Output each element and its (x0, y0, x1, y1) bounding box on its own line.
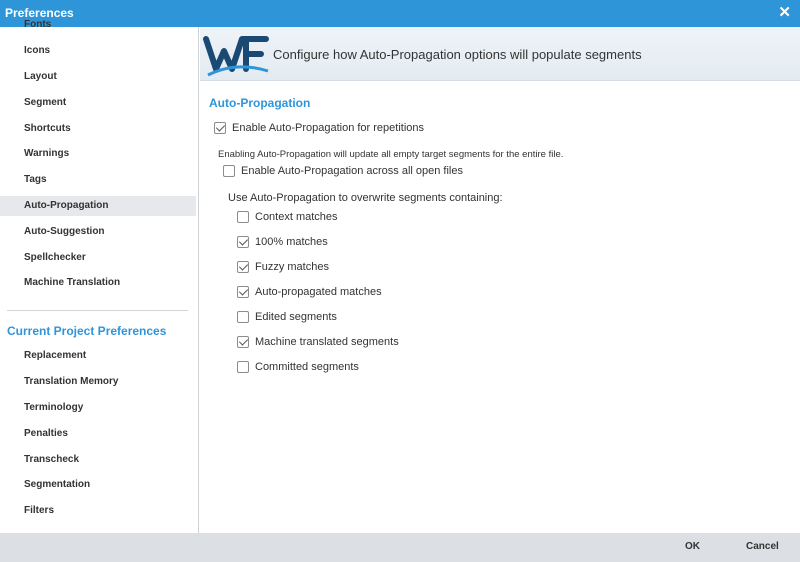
sidebar-item-tags[interactable]: Tags (24, 174, 47, 185)
ok-button[interactable]: OK (685, 541, 700, 552)
sidebar-item-auto-suggestion[interactable]: Auto-Suggestion (24, 226, 105, 237)
sidebar-item-warnings[interactable]: Warnings (24, 148, 70, 159)
window-title: Preferences (5, 6, 74, 20)
fuzzy-matches-label: Fuzzy matches (255, 261, 329, 273)
section-heading: Auto-Propagation (209, 96, 311, 110)
sidebar-item-auto-propagation[interactable]: Auto-Propagation (0, 196, 196, 216)
fuzzy-matches-checkbox[interactable] (237, 261, 249, 273)
context-matches-checkbox[interactable] (237, 211, 249, 223)
100-matches-row[interactable] (237, 234, 328, 250)
100-matches-checkbox[interactable] (237, 236, 249, 248)
close-icon[interactable]: ✕ (778, 4, 791, 21)
sidebar-item-shortcuts[interactable]: Shortcuts (24, 123, 71, 134)
100-matches-label: 100% matches (255, 236, 328, 248)
sidebar-section-title: Current Project Preferences (7, 324, 167, 338)
enable-repetitions-row[interactable] (214, 120, 424, 136)
context-matches-label: Context matches (255, 211, 338, 223)
sidebar (0, 19, 199, 533)
sidebar-item-translation-memory[interactable]: Translation Memory (24, 376, 119, 387)
enable-all-files-checkbox[interactable] (223, 165, 235, 177)
wf-logo-icon (202, 31, 270, 77)
edited-segments-row[interactable] (237, 309, 337, 325)
cancel-button[interactable]: Cancel (746, 541, 779, 552)
sidebar-item-penalties[interactable]: Penalties (24, 428, 68, 439)
sidebar-divider (7, 310, 188, 311)
sidebar-item-filters[interactable]: Filters (24, 505, 55, 516)
machine-translated-segments-label: Machine translated segments (255, 336, 399, 348)
sidebar-item-layout[interactable]: Layout (24, 71, 57, 82)
enable-all-files-label: Enable Auto-Propagation across all open files (241, 165, 463, 177)
context-matches-row[interactable] (237, 209, 338, 225)
sidebar-item-transcheck[interactable]: Transcheck (24, 454, 80, 465)
auto-propagated-matches-label: Auto-propagated matches (255, 286, 382, 298)
sidebar-item-segmentation[interactable]: Segmentation (24, 479, 91, 490)
enable-repetitions-label: Enable Auto-Propagation for repetitions (232, 122, 425, 134)
sidebar-item-icons[interactable]: Icons (24, 45, 51, 56)
sidebar-item-replacement[interactable]: Replacement (24, 350, 87, 361)
enable-repetitions-checkbox[interactable] (214, 122, 226, 134)
info-note: Enabling Auto-Propagation will update all empty target segments for the entire file. (218, 149, 564, 160)
sidebar-item-fonts[interactable]: Fonts (24, 19, 52, 30)
main-panel (200, 27, 800, 533)
committed-segments-checkbox[interactable] (237, 361, 249, 373)
auto-propagated-matches-row[interactable] (237, 284, 382, 300)
auto-propagated-matches-checkbox[interactable] (237, 286, 249, 298)
sidebar-item-segment[interactable]: Segment (24, 97, 67, 108)
committed-segments-row[interactable] (237, 359, 359, 375)
enable-all-files-row[interactable] (223, 163, 463, 179)
machine-translated-segments-checkbox[interactable] (237, 336, 249, 348)
banner-text: Configure how Auto-Propagation options will populate segments (273, 47, 642, 62)
fuzzy-matches-row[interactable] (237, 259, 329, 275)
edited-segments-label: Edited segments (255, 311, 337, 323)
overwrite-label: Use Auto-Propagation to overwrite segments containing: (228, 192, 503, 204)
sidebar-item-machine-translation[interactable]: Machine Translation (24, 277, 121, 288)
committed-segments-label: Committed segments (255, 361, 359, 373)
footer-bar (0, 533, 800, 562)
machine-translated-segments-row[interactable] (237, 334, 399, 350)
banner (200, 27, 800, 81)
sidebar-item-spellchecker[interactable]: Spellchecker (24, 252, 86, 263)
edited-segments-checkbox[interactable] (237, 311, 249, 323)
sidebar-item-terminology[interactable]: Terminology (24, 402, 84, 413)
